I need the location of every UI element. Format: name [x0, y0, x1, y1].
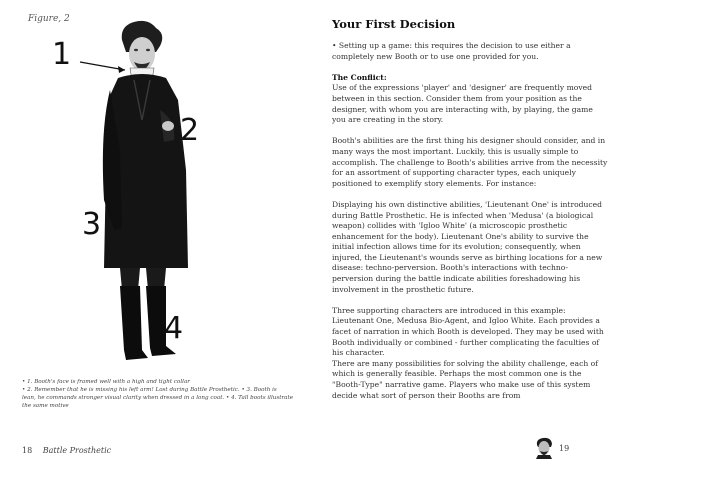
figure-caption [22, 378, 322, 410]
paragraph: There are many possibilities for solving the ability challenge, each of which is generally feasible. Perhaps the most common one is the "Booth-Type" narrative game. Players who make use of this system decide what sort of person their Booths are from [332, 358, 599, 400]
section-heading: Your First Decision [332, 17, 456, 31]
callout-2: 2 [180, 113, 200, 148]
paragraph: Booth's abilities are the first thing his designer should consider, and in many ways the most important. Luckily, this is usually simple to accomplish. The challenge to Booth's abilities arrive from the necessity for an assortment of supporting character types, each uniquely positioned to exemplify story elements. For instance: [332, 136, 608, 188]
page-number-left: 18 [22, 446, 33, 455]
caption-line: lean, he commands stronger visual clarity when dressed in a long coat. • 4. Tall boots illustrate [22, 395, 294, 401]
paragraph: • Setting up a game: this requires the decision to use either a completely new Booth or to use one provided for you. [332, 41, 571, 61]
paragraph: Displaying his own distinctive abilities, 'Lieutenant One' is introduced during Battle Prosthetic. He is infected when 'Medusa' (a biological weapon) collides with 'Igloo White' (a microscopic prosthetic enhancement for the body). Lieutenant One's ability to survive the initial infection allows time for its evolution; consequently, when injured, the Lieutenant's wounds serve as birthing locations for a new disease: techno-perversion. Booth's interactions with techno-perversion during the battle indicate abilities foreshadowing his involvement in the prosthetic future. [332, 199, 603, 294]
callout-1: 1 [52, 37, 72, 72]
body-text [332, 41, 608, 412]
caption-line: the same motive [22, 403, 69, 409]
running-title: Battle Prosthetic [42, 446, 112, 455]
paragraph: Use of the expressions 'player' and 'designer' are frequently moved between in this section. Consider them from your position as the designer, with whom you are interacting with, by playing, the game you are creating in the story. [332, 83, 593, 125]
caption-line: • 2. Remember that he is missing his left arm! Lost during Battle Prosthetic. • 3. Booth is [22, 387, 277, 393]
callout-4: 4 [164, 311, 184, 346]
paragraph: Three supporting characters are introduced in this example: Lieutenant One, Medusa Bio-Agent, and Igloo White. Each provides a facet of narration in which Booth is developed. They may be used with Booth individually or combined - further complicating the faculties of his character. [332, 305, 604, 358]
paragraph-conflict [332, 73, 608, 126]
caption-line: • 1. Booth's face is framed well with a high and tight collar [22, 379, 190, 385]
left-page-footer [22, 446, 111, 455]
right-page-footer [534, 437, 569, 459]
booth-portrait-icon [534, 437, 554, 459]
page-number-right: 19 [559, 443, 570, 453]
callout-3: 3 [82, 207, 102, 242]
subheading-conflict: The Conflict: [332, 72, 387, 82]
figure-label: Figure, 2 [28, 14, 70, 24]
